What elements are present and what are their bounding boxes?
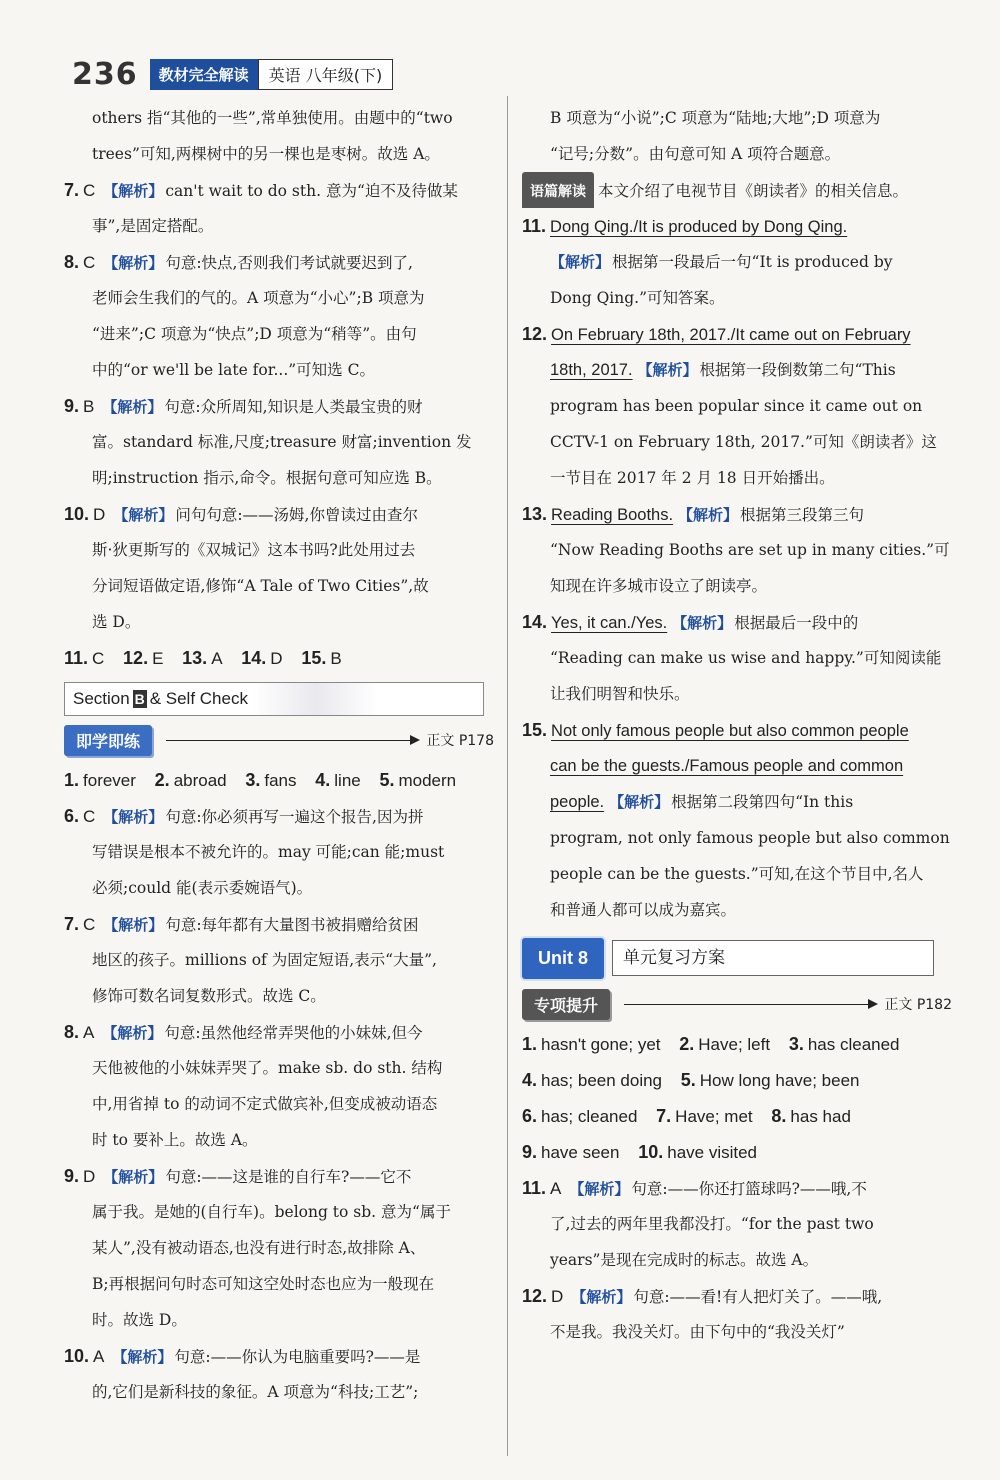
answer-text: has cleaned	[807, 1035, 900, 1054]
analysis-tag: 【解析】	[677, 506, 738, 524]
text-line: 一节目在 2017 年 2 月 18 日开始播出。	[550, 469, 835, 487]
answer-text: people.	[550, 793, 605, 811]
question-number: 3.	[245, 770, 261, 790]
text-line: program has been popular since it came out on	[550, 397, 923, 415]
explanation-text: 句意:你必须再写一遍这个报告,因为拼	[165, 808, 424, 826]
question-10	[64, 496, 494, 532]
text-line: 写错误是根本不被允许的。may 可能;can 能;must	[92, 843, 445, 861]
page-reference: 正文 P182	[884, 997, 952, 1013]
question-12	[522, 1278, 952, 1314]
analysis-tag: 【解析】	[672, 614, 733, 632]
section-label-rest: & Self Check	[149, 689, 248, 708]
question-number: 6.	[522, 1106, 538, 1126]
text-line: trees”可知,两棵树中的另一棵也是枣树。故选 A。	[92, 145, 440, 163]
book-subtitle: 英语 八年级(下)	[258, 59, 394, 90]
page-reference: 正文 P178	[426, 733, 494, 749]
explanation-text: 句意:众所周知,知识是人类最宝贵的财	[164, 398, 423, 416]
answer-text: Have; left	[698, 1035, 771, 1054]
answer-text: have visited	[667, 1143, 758, 1162]
question-number: 14.	[241, 648, 267, 668]
answer-text: On February 18th, 2017./It came out on February	[551, 326, 911, 344]
text-line: 不是我。我没关灯。由下句中的“我没关灯”	[550, 1323, 845, 1341]
practice-banner	[522, 986, 952, 1022]
text-line: 知现在许多城市设立了朗读亭。	[550, 577, 768, 595]
question-11	[522, 208, 952, 244]
text-line: 富。standard 标准,尺度;treasure 财富;invention 发	[92, 433, 472, 451]
explanation-text: 句意:——你还打篮球吗?——哦,不	[631, 1180, 867, 1198]
answer-text: 18th, 2017.	[550, 361, 633, 379]
question-14	[522, 604, 952, 640]
answer-letter: A	[93, 1347, 105, 1366]
question-number: 5.	[379, 770, 395, 790]
answer-letter: C	[83, 807, 96, 826]
text-line: “记号;分数”。由句意可知 A 项符合题意。	[550, 145, 841, 163]
answer-text: can be the guests./Famous people and common	[550, 757, 904, 775]
question-7	[64, 172, 494, 208]
text-line: 的,它们是新科技的象征。A 项意为“科技;工艺”;	[92, 1383, 419, 1401]
text-line: 中的“or we'll be late for...”可知选 C。	[92, 361, 375, 379]
analysis-tag: 【解析】	[103, 808, 164, 826]
question-number: 1.	[522, 1034, 538, 1054]
question-15	[522, 712, 952, 748]
question-number: 3.	[788, 1034, 804, 1054]
fill-answers-row	[522, 1098, 952, 1134]
question-number: 7.	[64, 914, 80, 934]
answer-letter: C	[83, 253, 96, 272]
question-7	[64, 906, 494, 942]
analysis-tag: 【解析】	[113, 506, 174, 524]
answer-letter: B	[83, 397, 95, 416]
passage-badge: 语篇解读	[522, 172, 594, 208]
text-line: CCTV-1 on February 18th, 2017.”可知《朗读者》这	[550, 433, 937, 451]
answer-text: Not only famous people but also common people	[551, 722, 909, 740]
question-number: 13.	[182, 648, 208, 668]
explanation-text: 问句句意:——汤姆,你曾读过由查尔	[175, 506, 418, 524]
question-number: 10.	[64, 504, 90, 524]
answer-word: modern	[398, 771, 457, 790]
text-line: 天他被他的小妹妹弄哭了。make sb. do sth. 结构	[92, 1059, 443, 1077]
text-line: people can be the guests.”可知,在这个节目中,名人	[550, 865, 924, 883]
text-line: 明;instruction 指示,命令。根据句意可知应选 B。	[92, 469, 442, 487]
question-number: 12.	[123, 648, 149, 668]
unit-title: 单元复习方案	[612, 940, 934, 976]
banner-label: 即学即练	[64, 725, 152, 756]
column-divider	[507, 96, 508, 1456]
text-line: 地区的孩子。millions of 为固定短语,表示“大量”,	[92, 951, 437, 969]
arrow-icon	[624, 1004, 876, 1005]
unit-heading	[522, 934, 952, 982]
fill-answers-row	[522, 1026, 952, 1062]
unit-badge: Unit 8	[522, 938, 604, 979]
analysis-tag: 【解析】	[112, 1348, 173, 1366]
text-line: 老师会生我们的气的。A 项意为“小心”;B 项意为	[92, 289, 425, 307]
text-line: 了,过去的两年里我都没打。“for the past two	[550, 1215, 874, 1233]
question-number: 7.	[656, 1106, 672, 1126]
answer-letter: A	[550, 1179, 562, 1198]
question-8	[64, 244, 494, 280]
analysis-tag: 【解析】	[637, 361, 698, 379]
question-number: 2.	[679, 1034, 695, 1054]
right-column	[522, 100, 952, 1350]
practice-banner	[64, 722, 494, 758]
answer-text: How long have; been	[699, 1071, 860, 1090]
text-line: Dong Qing.”可知答案。	[550, 289, 725, 307]
left-column	[64, 100, 494, 1410]
text-line: B 项意为“小说”;C 项意为“陆地;大地”;D 项意为	[550, 109, 881, 127]
text-line: 分词短语做定语,修饰“A Tale of Two Cities”,故	[92, 577, 429, 595]
question-number: 13.	[522, 504, 548, 524]
answer-letter: D	[270, 649, 283, 668]
question-number: 4.	[315, 770, 331, 790]
text-line: 修饰可数名词复数形式。故选 C。	[92, 987, 326, 1005]
question-number: 5.	[680, 1070, 696, 1090]
explanation-line	[522, 784, 952, 820]
fill-answers-row	[522, 1134, 952, 1170]
explanation-text: 句意:快点,否则我们考试就要迟到了,	[165, 254, 413, 272]
text-line: 属于我。是她的(自行车)。belong to sb. 意为“属于	[92, 1203, 451, 1221]
answer-letter: E	[152, 649, 164, 668]
answer-letter: C	[83, 915, 96, 934]
passage-summary	[522, 172, 952, 208]
explanation-text: 句意:每年都有大量图书被捐赠给贫困	[165, 916, 419, 934]
analysis-tag: 【解析】	[103, 1168, 164, 1186]
passage-text: 本文介绍了电视节目《朗读者》的相关信息。	[598, 182, 909, 200]
arrow-icon	[166, 740, 418, 741]
answer-line	[522, 748, 952, 784]
question-number: 8.	[64, 1022, 80, 1042]
question-number: 11.	[522, 1178, 547, 1198]
explanation-text: 根据最后一段中的	[734, 614, 859, 632]
answer-text: hasn't gone; yet	[541, 1035, 661, 1054]
explanation-line	[522, 352, 952, 388]
question-11	[522, 1170, 952, 1206]
question-number: 9.	[64, 396, 80, 416]
book-title: 教材完全解读	[150, 59, 258, 90]
text-line: 时。故选 D。	[92, 1311, 187, 1329]
question-number: 4.	[522, 1070, 538, 1090]
answer-letter: A	[83, 1023, 95, 1042]
analysis-tag: 【解析】	[569, 1180, 630, 1198]
answer-letter: C	[83, 181, 96, 200]
answer-letter: D	[83, 1167, 96, 1186]
question-13	[522, 496, 952, 532]
explanation-text: 根据第一段倒数第二句“This	[699, 361, 896, 379]
answer-text: Reading Booths.	[551, 506, 674, 524]
question-number: 8.	[771, 1106, 787, 1126]
text-line: 时 to 要补上。故选 A。	[92, 1131, 258, 1149]
text-line: 选 D。	[92, 613, 141, 631]
analysis-tag: 【解析】	[103, 254, 164, 272]
analysis-tag: 【解析】	[103, 916, 164, 934]
page-header	[72, 56, 393, 92]
explanation-text: 句意:——你认为电脑重要吗?——是	[174, 1348, 421, 1366]
text-line: 某人”,没有被动语态,也没有进行时态,故排除 A、	[92, 1239, 426, 1257]
question-number: 7.	[64, 180, 80, 200]
explanation-text: 根据第二段第四句“In this	[671, 793, 854, 811]
answer-word: fans	[264, 771, 297, 790]
text-line: B;再根据问句时态可知这空处时态也应为一般现在	[92, 1275, 435, 1293]
answer-letter: D	[93, 505, 106, 524]
explanation-line	[522, 244, 952, 280]
question-number: 9.	[64, 1166, 80, 1186]
question-number: 15.	[522, 720, 548, 740]
text-line: years”是现在完成时的标志。故选 A。	[550, 1251, 819, 1269]
answer-word: abroad	[173, 771, 227, 790]
question-6	[64, 798, 494, 834]
section-heading	[64, 682, 484, 716]
text-line: “Reading can make us wise and happy.”可知阅读能	[550, 649, 942, 667]
question-number: 8.	[64, 252, 80, 272]
question-number: 2.	[154, 770, 170, 790]
answer-word: forever	[83, 771, 136, 790]
question-number: 15.	[301, 648, 327, 668]
text-line: 中,用省掉 to 的动词不定式做宾补,但变成被动语态	[92, 1095, 438, 1113]
text-line: “Now Reading Booths are set up in many cities.”可	[550, 541, 950, 559]
text-line: 和普通人都可以成为嘉宾。	[550, 901, 737, 919]
explanation-text: 句意:——这是谁的自行车?——它不	[165, 1168, 412, 1186]
text-line: 必须;could 能(表示委婉语气)。	[92, 879, 313, 897]
text-line: 事”,是固定搭配。	[92, 217, 214, 235]
question-9	[64, 1158, 494, 1194]
question-number: 11.	[64, 648, 89, 668]
question-number: 12.	[522, 1286, 548, 1306]
question-number: 6.	[64, 806, 80, 826]
answer-text: has; cleaned	[541, 1107, 638, 1126]
answer-letter: A	[211, 649, 223, 668]
answer-letter: D	[551, 1287, 564, 1306]
analysis-tag: 【解析】	[571, 1288, 632, 1306]
explanation-text: 根据第一段最后一句“It is produced by	[612, 253, 893, 271]
answer-text: have seen	[541, 1143, 620, 1162]
section-label: Section	[73, 689, 130, 708]
explanation-text: 句意:虽然他经常弄哭他的小妹妹,但今	[164, 1024, 423, 1042]
answer-text: Yes, it can./Yes.	[551, 614, 668, 632]
question-12	[522, 316, 952, 352]
text-line: others 指“其他的一些”,常单独使用。由题中的“two	[92, 109, 453, 127]
analysis-tag: 【解析】	[609, 793, 670, 811]
answer-text: Dong Qing./It is produced by Dong Qing.	[550, 218, 848, 236]
question-number: 12.	[522, 324, 548, 344]
answer-letter: C	[92, 649, 105, 668]
question-8	[64, 1014, 494, 1050]
question-number: 9.	[522, 1142, 538, 1162]
answers-1-5	[64, 762, 494, 798]
text-line: “进来”;C 项意为“快点”;D 项意为“稍等”。由句	[92, 325, 417, 343]
explanation-text: 根据第三段第三句	[740, 506, 865, 524]
analysis-tag: 【解析】	[102, 398, 163, 416]
text-line: 让我们明智和快乐。	[550, 685, 690, 703]
answer-text: Have; met	[675, 1107, 753, 1126]
banner-label: 专项提升	[522, 989, 610, 1020]
question-10	[64, 1338, 494, 1374]
answer-text: has had	[790, 1107, 851, 1126]
question-number: 14.	[522, 612, 548, 632]
analysis-tag: 【解析】	[103, 182, 164, 200]
explanation-text: 句意:——看!有人把灯关了。——哦,	[633, 1288, 883, 1306]
analysis-tag: 【解析】	[102, 1024, 163, 1042]
page-number: 236	[72, 56, 138, 92]
explanation-text: can't wait to do sth. 意为“迫不及待做某	[165, 182, 458, 200]
analysis-tag: 【解析】	[550, 253, 611, 271]
question-number: 10.	[64, 1346, 90, 1366]
question-number: 11.	[522, 216, 547, 236]
answer-letter: B	[330, 649, 342, 668]
question-9	[64, 388, 494, 424]
answer-text: has; been doing	[541, 1071, 663, 1090]
text-line: program, not only famous people but also common	[550, 829, 950, 847]
answer-word: line	[334, 771, 361, 790]
question-number: 10.	[638, 1142, 664, 1162]
question-number: 1.	[64, 770, 80, 790]
fill-answers-row	[522, 1062, 952, 1098]
section-letter-badge: B	[134, 691, 145, 707]
text-line: 斯·狄更斯写的《双城记》这本书吗?此处用过去	[92, 541, 416, 559]
answers-11-15	[64, 640, 494, 676]
